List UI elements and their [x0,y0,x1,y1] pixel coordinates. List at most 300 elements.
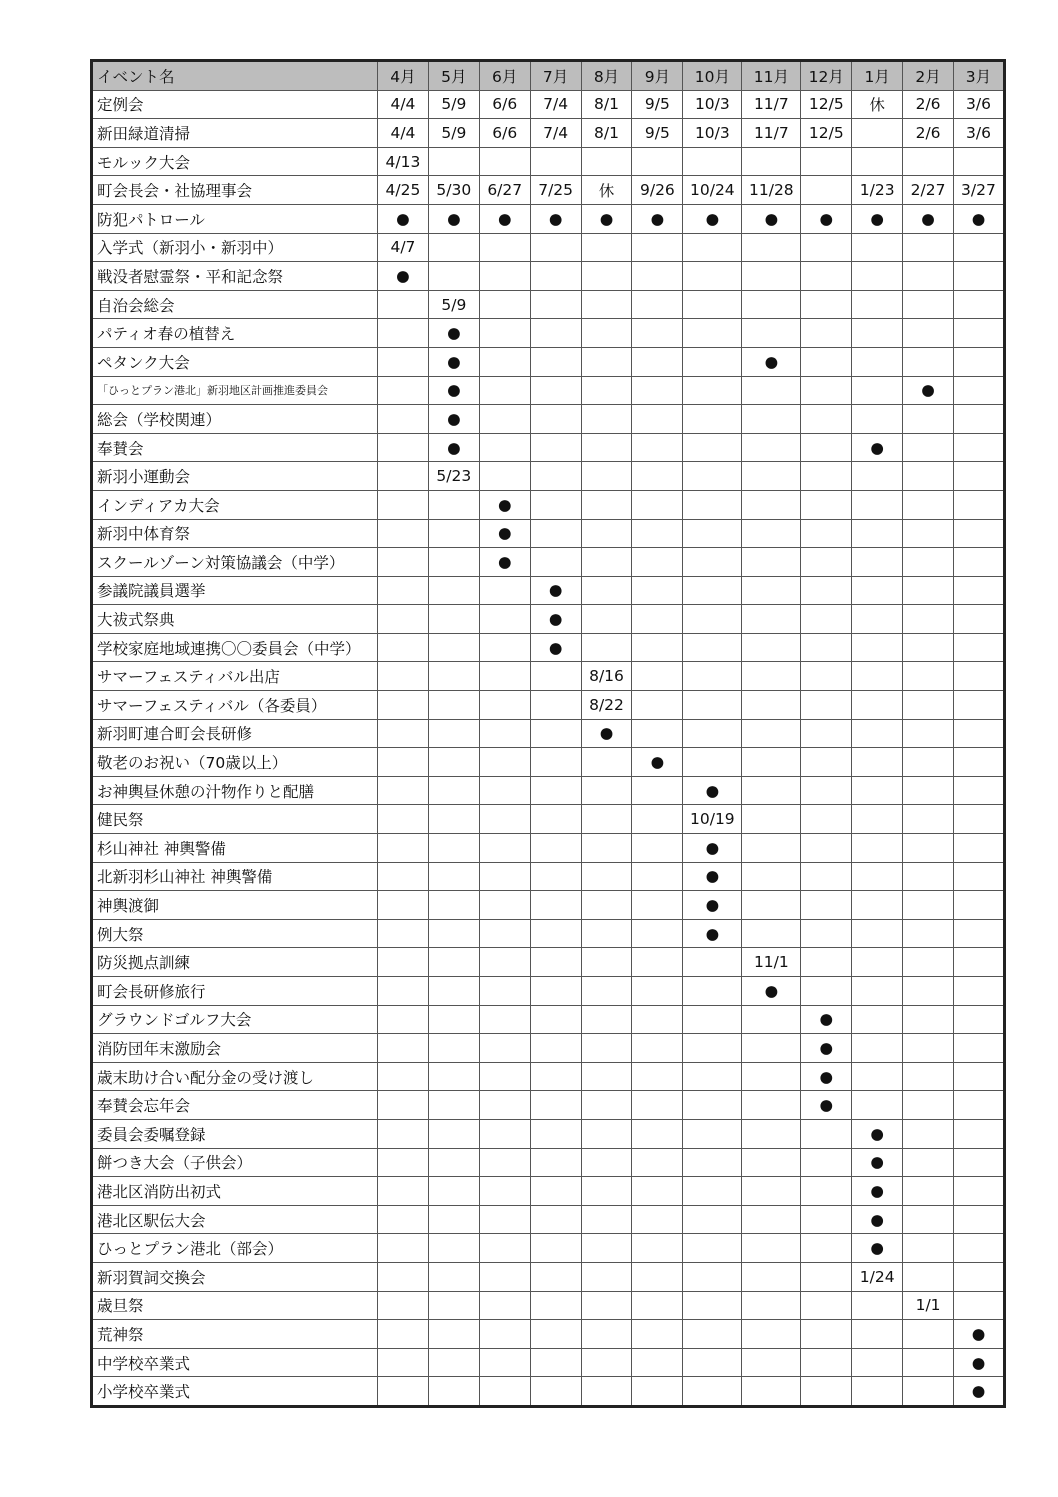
schedule-cell [479,748,530,777]
schedule-cell [632,1234,683,1263]
schedule-cell [683,147,742,176]
schedule-cell [581,1291,632,1320]
event-name: 新羽小運動会 [92,462,378,491]
schedule-cell [632,891,683,920]
event-name: 小学校卒業式 [92,1377,378,1407]
month-header: 4月 [378,61,429,91]
schedule-cell [742,891,801,920]
month-header: 2月 [903,61,954,91]
schedule-cell [632,834,683,863]
schedule-cell [632,1205,683,1234]
schedule-cell [479,919,530,948]
schedule-cell [581,1119,632,1148]
table-row [92,633,1005,662]
schedule-cell [581,519,632,548]
table-row [92,1062,1005,1091]
schedule-cell: ● [742,204,801,233]
schedule-cell [479,605,530,634]
schedule-cell [742,776,801,805]
schedule-cell [378,1091,429,1120]
schedule-cell: 8/22 [581,691,632,720]
schedule-cell: 6/27 [479,176,530,205]
schedule-cell [378,1177,429,1206]
schedule-cell [852,548,903,577]
table-row [92,948,1005,977]
schedule-cell [479,1377,530,1407]
schedule-cell [903,1234,954,1263]
schedule-cell [632,147,683,176]
event-name: 中学校卒業式 [92,1348,378,1377]
schedule-cell [683,1205,742,1234]
schedule-cell [903,605,954,634]
schedule-cell [378,919,429,948]
schedule-cell [852,147,903,176]
schedule-cell [742,290,801,319]
schedule-cell [742,1262,801,1291]
schedule-cell [479,147,530,176]
schedule-cell: ● [742,347,801,376]
schedule-cell [683,605,742,634]
schedule-cell [479,1262,530,1291]
schedule-cell: 7/4 [530,90,581,119]
schedule-cell [852,262,903,291]
schedule-cell [581,605,632,634]
schedule-cell: ● [683,862,742,891]
schedule-cell [479,347,530,376]
schedule-cell [632,1262,683,1291]
schedule-cell: 8/16 [581,662,632,691]
table-row [92,919,1005,948]
schedule-cell [954,862,1005,891]
event-name: 荒神祭 [92,1320,378,1349]
schedule-cell [954,633,1005,662]
schedule-cell [852,633,903,662]
schedule-cell: 10/3 [683,119,742,148]
schedule-cell [479,405,530,434]
schedule-cell [378,462,429,491]
schedule-cell [742,1348,801,1377]
schedule-cell [530,1148,581,1177]
header-row [92,61,1005,91]
schedule-cell [852,376,903,405]
schedule-cell [954,891,1005,920]
event-schedule-sheet [90,59,1006,1408]
schedule-cell [801,1205,852,1234]
event-name: 歳末助け合い配分金の受け渡し [92,1062,378,1091]
schedule-cell [479,462,530,491]
schedule-cell [581,1377,632,1407]
schedule-cell [852,1377,903,1407]
schedule-cell [742,1034,801,1063]
schedule-cell [479,433,530,462]
schedule-cell [801,748,852,777]
schedule-cell [903,633,954,662]
schedule-cell: ● [852,1205,903,1234]
schedule-cell [742,405,801,434]
schedule-cell [581,548,632,577]
schedule-cell [683,1234,742,1263]
schedule-cell: ● [530,633,581,662]
schedule-cell [801,691,852,720]
event-name: 杉山神社 神輿警備 [92,834,378,863]
schedule-cell [632,1291,683,1320]
schedule-cell [683,519,742,548]
schedule-cell [581,262,632,291]
schedule-cell [742,519,801,548]
schedule-cell [903,519,954,548]
schedule-cell [801,519,852,548]
schedule-cell [954,376,1005,405]
schedule-cell [801,1377,852,1407]
schedule-cell [632,462,683,491]
schedule-cell [683,462,742,491]
event-name: パティオ春の植替え [92,319,378,348]
event-name: 例大祭 [92,919,378,948]
schedule-cell [479,1005,530,1034]
schedule-cell [378,1119,429,1148]
schedule-cell [581,862,632,891]
schedule-cell [801,834,852,863]
table-row [92,1148,1005,1177]
schedule-cell: 11/7 [742,90,801,119]
schedule-cell [903,1348,954,1377]
month-header: 5月 [428,61,479,91]
table-row [92,319,1005,348]
schedule-cell [683,405,742,434]
schedule-cell [683,1005,742,1034]
schedule-cell [903,748,954,777]
schedule-cell [632,576,683,605]
schedule-cell [428,1119,479,1148]
schedule-cell [581,1034,632,1063]
schedule-cell [801,719,852,748]
month-header: 12月 [801,61,852,91]
schedule-cell [530,376,581,405]
schedule-cell [742,805,801,834]
schedule-cell [581,1091,632,1120]
schedule-cell [742,919,801,948]
schedule-cell [530,805,581,834]
schedule-cell [742,576,801,605]
table-row [92,462,1005,491]
event-name: 防災拠点訓練 [92,948,378,977]
table-row [92,147,1005,176]
schedule-cell [632,376,683,405]
event-name: 入学式（新羽小・新羽中） [92,233,378,262]
schedule-cell [530,1062,581,1091]
schedule-cell [378,691,429,720]
event-name: 港北区駅伝大会 [92,1205,378,1234]
event-name: 北新羽杉山神社 神輿警備 [92,862,378,891]
schedule-cell [903,919,954,948]
schedule-cell: 9/26 [632,176,683,205]
schedule-cell: 2/27 [903,176,954,205]
schedule-cell [683,548,742,577]
schedule-cell [903,691,954,720]
event-name: 町会長会・社協理事会 [92,176,378,205]
schedule-cell [530,433,581,462]
schedule-cell: 12/5 [801,90,852,119]
schedule-cell: 3/6 [954,90,1005,119]
schedule-cell [632,319,683,348]
schedule-cell [903,948,954,977]
schedule-cell [903,233,954,262]
schedule-cell [479,1291,530,1320]
schedule-cell [530,490,581,519]
event-name: 神輿渡御 [92,891,378,920]
table-row [92,176,1005,205]
schedule-cell [742,1062,801,1091]
schedule-cell [581,805,632,834]
schedule-cell [428,1091,479,1120]
schedule-cell: 7/25 [530,176,581,205]
table-row [92,519,1005,548]
event-name: 町会長研修旅行 [92,977,378,1006]
event-name: 新羽町連合町会長研修 [92,719,378,748]
schedule-cell [801,1291,852,1320]
schedule-cell [428,1377,479,1407]
schedule-cell [742,748,801,777]
table-row [92,1348,1005,1377]
schedule-cell [852,1291,903,1320]
schedule-cell [954,977,1005,1006]
schedule-cell [742,490,801,519]
schedule-cell [530,1291,581,1320]
schedule-cell [801,891,852,920]
schedule-cell [530,405,581,434]
schedule-cell: ● [801,1005,852,1034]
schedule-cell [903,262,954,291]
schedule-cell [581,490,632,519]
schedule-cell [530,1034,581,1063]
schedule-cell [479,862,530,891]
schedule-cell [903,1320,954,1349]
schedule-cell [742,1177,801,1206]
schedule-cell [852,919,903,948]
schedule-cell [742,1148,801,1177]
schedule-cell [903,548,954,577]
schedule-cell [632,919,683,948]
schedule-cell: ● [801,1062,852,1091]
schedule-cell [852,691,903,720]
schedule-cell [954,576,1005,605]
schedule-cell [581,1177,632,1206]
schedule-cell [903,290,954,319]
event-name: 消防団年末激励会 [92,1034,378,1063]
schedule-cell [801,376,852,405]
schedule-cell: 3/27 [954,176,1005,205]
schedule-cell: 1/1 [903,1291,954,1320]
schedule-cell: ● [852,1148,903,1177]
schedule-cell [530,776,581,805]
schedule-cell [479,1234,530,1263]
event-name: サマーフェスティバル出店 [92,662,378,691]
schedule-cell [903,1005,954,1034]
schedule-cell [742,1291,801,1320]
schedule-cell [801,576,852,605]
schedule-cell [801,1262,852,1291]
schedule-cell: ● [903,376,954,405]
schedule-cell [428,233,479,262]
schedule-cell: 5/9 [428,290,479,319]
schedule-cell [903,1091,954,1120]
schedule-cell [801,433,852,462]
month-header: 6月 [479,61,530,91]
schedule-cell [378,319,429,348]
schedule-cell [954,262,1005,291]
schedule-cell [852,719,903,748]
schedule-cell: ● [581,719,632,748]
schedule-cell [530,1005,581,1034]
schedule-cell [903,1034,954,1063]
schedule-cell: ● [479,490,530,519]
schedule-cell: ● [378,204,429,233]
schedule-cell [954,1234,1005,1263]
schedule-cell [683,262,742,291]
schedule-cell [801,977,852,1006]
schedule-cell: 4/13 [378,147,429,176]
schedule-cell [428,1348,479,1377]
schedule-cell [479,719,530,748]
schedule-cell [378,605,429,634]
schedule-cell [852,1034,903,1063]
schedule-cell [378,1234,429,1263]
schedule-cell: 11/7 [742,119,801,148]
schedule-cell [581,1205,632,1234]
schedule-cell [428,576,479,605]
schedule-cell [479,776,530,805]
schedule-cell [683,1119,742,1148]
schedule-cell [581,633,632,662]
schedule-cell [801,662,852,691]
event-rows [92,90,1005,1406]
event-name: 港北区消防出初式 [92,1177,378,1206]
schedule-cell [903,1262,954,1291]
schedule-cell [428,662,479,691]
schedule-cell [954,519,1005,548]
schedule-cell: ● [683,919,742,948]
schedule-cell [742,633,801,662]
schedule-cell [632,1177,683,1206]
schedule-cell [428,1005,479,1034]
schedule-cell [378,776,429,805]
schedule-cell [530,462,581,491]
schedule-cell [479,805,530,834]
schedule-cell [428,805,479,834]
event-name-header: イベント名 [92,61,378,91]
schedule-cell [683,691,742,720]
schedule-cell: ● [632,748,683,777]
schedule-cell [632,776,683,805]
table-row [92,977,1005,1006]
schedule-cell [801,862,852,891]
schedule-cell [954,347,1005,376]
table-row [92,1291,1005,1320]
schedule-cell [581,290,632,319]
schedule-cell [742,1377,801,1407]
schedule-cell [479,262,530,291]
schedule-cell: 4/7 [378,233,429,262]
schedule-cell [378,1377,429,1407]
month-header: 10月 [683,61,742,91]
schedule-cell [683,290,742,319]
schedule-cell [530,262,581,291]
schedule-cell [801,605,852,634]
schedule-cell [852,977,903,1006]
schedule-cell [801,805,852,834]
table-row [92,1005,1005,1034]
schedule-cell [581,347,632,376]
schedule-cell: ● [852,433,903,462]
schedule-cell [801,490,852,519]
event-name: ペタンク大会 [92,347,378,376]
schedule-cell [954,1062,1005,1091]
schedule-cell [632,719,683,748]
event-name: 歳旦祭 [92,1291,378,1320]
schedule-cell [632,347,683,376]
schedule-cell: 6/6 [479,90,530,119]
table-row [92,748,1005,777]
event-name: 学校家庭地域連携〇〇委員会（中学） [92,633,378,662]
schedule-cell [903,490,954,519]
schedule-cell [530,347,581,376]
schedule-cell [683,576,742,605]
schedule-cell [378,347,429,376]
schedule-cell [378,748,429,777]
schedule-cell [479,948,530,977]
schedule-cell [683,1148,742,1177]
schedule-cell [581,405,632,434]
schedule-cell [632,519,683,548]
event-name: 餅つき大会（子供会） [92,1148,378,1177]
schedule-cell [801,633,852,662]
schedule-cell [530,862,581,891]
schedule-cell [683,376,742,405]
schedule-cell [742,262,801,291]
schedule-cell: 8/1 [581,90,632,119]
schedule-cell [801,1177,852,1206]
event-name: インディアカ大会 [92,490,378,519]
schedule-cell [428,548,479,577]
schedule-cell [903,147,954,176]
schedule-cell: ● [479,548,530,577]
schedule-cell [378,1205,429,1234]
schedule-cell [530,834,581,863]
schedule-cell [742,1005,801,1034]
schedule-cell: ● [954,1377,1005,1407]
schedule-cell [801,290,852,319]
schedule-cell [428,1262,479,1291]
schedule-cell: ● [954,204,1005,233]
schedule-cell [903,1148,954,1177]
schedule-cell [954,433,1005,462]
schedule-cell [742,662,801,691]
schedule-cell [801,919,852,948]
event-name: 委員会委嘱登録 [92,1119,378,1148]
schedule-cell [479,1091,530,1120]
schedule-cell [954,748,1005,777]
event-name: スクールゾーン対策協議会（中学） [92,548,378,577]
event-name: 新羽賀詞交換会 [92,1262,378,1291]
schedule-cell [479,233,530,262]
schedule-cell [428,1205,479,1234]
schedule-cell [530,548,581,577]
schedule-cell [581,1062,632,1091]
schedule-cell [683,1062,742,1091]
schedule-cell [530,1234,581,1263]
schedule-cell [428,862,479,891]
schedule-cell [903,662,954,691]
